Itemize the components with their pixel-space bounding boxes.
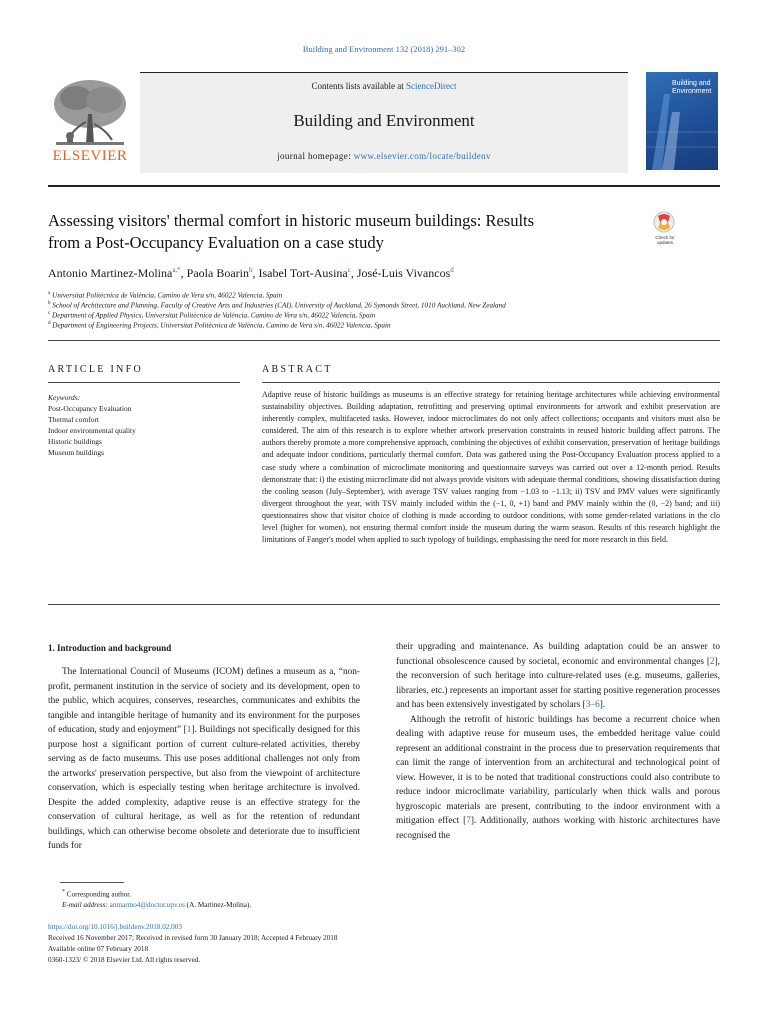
author-affiliation-marker[interactable]: c	[347, 266, 351, 274]
homepage-line: journal homepage: www.elsevier.com/locate/buildenv	[277, 151, 491, 161]
affiliation-b: $^b$ School of Architecture and Planning, Faculty of Creative Arts and Industries (CAI), University of Auckland, 26 Symonds Street, 1010 Auckland, New Zealand	[48, 301, 506, 310]
available-online: Available online 07 February 2018	[48, 945, 149, 953]
journal-title: Building and Environment	[293, 111, 475, 130]
abstract-heading: ABSTRACT	[262, 364, 333, 375]
keywords-list	[48, 392, 136, 458]
cover-title: Building and Environment	[672, 80, 712, 95]
journal-reference[interactable]: Building and Environment 132 (2018) 291–302	[302, 44, 466, 54]
body-paragraph: Although the retrofit of historic buildings has become a recurrent choice when dealing with adaptive reuse for museum uses, the embedded heritage value could represent an additional constraint in the process due to preservation requirements that can limit the range of intervention from an architectural and technological point of view. However, it is to be noted that traditional constructions could also contribute to reduce indoor microclimate variability, particularly when thick walls and porous hygroscopic materials are present, contributing to the indoor environment with a mitigation effect [7]. Additionally, authors working with historic architectures have recognised the	[396, 714, 720, 841]
affiliation-c: $^c$ Department of Applied Physics, Universitat Politècnica de València, Camino de Vera s/n, 46022 Valencia, Spain	[48, 311, 376, 320]
keywords-label: Keywords:	[48, 393, 81, 402]
body-column-right	[396, 640, 720, 843]
author-affiliation-marker[interactable]: d	[450, 266, 454, 274]
keyword-item: Historic buildings	[48, 437, 102, 446]
affiliation-divider	[48, 340, 720, 341]
abstract-bottom-divider	[48, 604, 720, 605]
body-paragraph: The International Council of Museums (ICOM) defines a museum as a, “non-profit, permanent institution in the service of society and its development, open to the public, which acquires, conserves, researches, communicates and exhibits the tangible and intangible heritage of humanity and its environment for the purposes of education, study and enjoyment” [1]. Buildings not specifically designed for this purpose host a significant portion of current culture-related activities, thereby serving as de facto museums. This use poses additional challenges not only from the artworks' preservation perspective, but also from the viewpoint of architecture conservation, which is especially testing when heritage architecture is involved. Despite the added complexity, adaptive reuse is an effective strategy for the conservation of cultural heritage, as well as for the retention of redundant buildings, which can otherwise become obsolete and deteriorate due to insufficient funds for	[48, 667, 360, 851]
author-name[interactable]: Antonio Martinez-Molina	[48, 266, 173, 280]
keyword-item: Indoor environmental quality	[48, 426, 136, 435]
corresponding-author-note: * Corresponding author.	[62, 889, 132, 899]
affiliation-a: $^a$ Universitat Politècnica de València, Camino de Vera s/n, 46022 Valencia, Spain	[48, 291, 283, 300]
email-note: E-mail address: anmarmo4@doctor.upv.es (A. Martinez-Molina).	[62, 901, 252, 910]
keyword-item: Museum buildings	[48, 448, 105, 457]
body-column-left	[48, 665, 360, 854]
abstract-text: Adaptive reuse of historic buildings as museums is an effective strategy for retaining heritage architectures while achieving environmental sustainability objectives. Building adaptation, retrofitting and preserving optimal environments for artwork and exhibit preservation are inherently complex, multifaceted tasks. However, indoor microclimates do not only affect collections; occupants and visitors must also be considered. The aim of this research is to explore whether artwork preservation constraints in reused historic building affect patrons. The authors thereby promote a more comprehensive approach, combining the objectives of exhibit conservation, preservation of heritage buildings and adequate indoor conditions, particularly thermal comfort. Data was gathered using the Post-Occupancy Evaluation process applied to a case study where a combination of microclimate monitoring and questionnaire surveys was carried out over a 12-month period. Results demonstrate that: i) the existing microclimate did not always provide visitors with adequate thermal conditions, showing dissatisfaction during the cooling season (July–September), with average TSV values ranging from −1.03 to −1.13; ii) TSV and PMV values were significantly divergent throughout the year, with TSV mainly included within the (−1, 0, +1) band and PMV mainly within the (0, −2) band; and iii) questionnaires show that visitor choice of clothing is made according to outdoor conditions, with some gender-related variations in the clo level (higher for women), not ensuring thermal comfort inside the museum during the warm season. Results of this research highlight the limitations of Fanger's model when applied to such typology of buildings, emphasising the need for more research in this field.	[262, 390, 720, 545]
author-affiliation-marker[interactable]: a,*	[172, 266, 181, 274]
sciencedirect-link[interactable]: ScienceDirect	[406, 81, 457, 91]
citation-link[interactable]: 3–6	[585, 700, 600, 710]
author-name[interactable]: Isabel Tort-Ausina	[258, 266, 348, 280]
author-name[interactable]: José-Luis Vivancos	[356, 266, 451, 280]
check-for-updates-label: Check for updates	[655, 235, 675, 245]
body-paragraph: their upgrading and maintenance. As building adaptation could be an answer to functional obsolescence caused by societal, economic and environmental changes [2], the reconversion of such heritage into culture-related uses (e.g. museums, galleries, libraries, etc.) represents an important asset for starting positive regeneration processes and has been extensively investigated by scholars [3–6].	[396, 642, 720, 710]
author-list: Antonio Martinez-Molina$^{a,*}$, Paola Boarin$^b$, Isabel Tort-Ausina$^c$, José-Luis Vivancos$^d$	[48, 266, 454, 280]
publication-info	[48, 922, 337, 966]
citation-link[interactable]: 2	[709, 656, 715, 667]
keyword-item: Thermal comfort	[48, 415, 100, 424]
contents-line: Contents lists available at ScienceDirect	[311, 81, 457, 91]
copyright: 0360-1323/ © 2018 Elsevier Ltd. All rights reserved.	[48, 956, 201, 964]
homepage-link[interactable]: www.elsevier.com/locate/buildenv	[353, 151, 491, 161]
email-link[interactable]: anmarmo4@doctor.upv.es	[109, 901, 185, 910]
keyword-item: Post-Occupancy Evaluation	[48, 404, 132, 413]
footnote-divider	[60, 882, 124, 883]
article-info-heading: ARTICLE INFO	[48, 364, 144, 375]
citation-link[interactable]: 1	[186, 725, 192, 735]
footnotes	[48, 887, 251, 911]
journal-cover-image[interactable]	[646, 72, 718, 170]
publisher-name: ELSEVIER	[52, 148, 128, 164]
journal-masthead	[140, 72, 628, 173]
article-title: Assessing visitors' thermal comfort in historic museum buildings: Results from a Post-Occupancy Evaluation on a case study	[48, 211, 535, 252]
header-divider	[48, 185, 720, 187]
author-affiliation-marker[interactable]: b	[249, 266, 253, 274]
citation-link[interactable]: 7	[466, 816, 471, 826]
received-dates: Received 16 November 2017; Received in revised form 30 January 2018; Accepted 4 February 2018	[48, 934, 338, 942]
doi-link[interactable]: https://doi.org/10.1016/j.buildenv.2018.02.003	[48, 923, 182, 931]
check-for-updates-icon[interactable]	[648, 210, 680, 254]
section-heading: 1. Introduction and background	[48, 643, 172, 653]
author-name[interactable]: Paola Boarin	[186, 266, 249, 280]
affiliation-d: $^d$ Department of Engineering Projects, Universitat Politècnica de València, Camino de Vera s/n, 46022 Valencia, Spain	[48, 321, 391, 330]
abstract-divider	[262, 382, 720, 383]
article-info-divider	[48, 382, 240, 383]
